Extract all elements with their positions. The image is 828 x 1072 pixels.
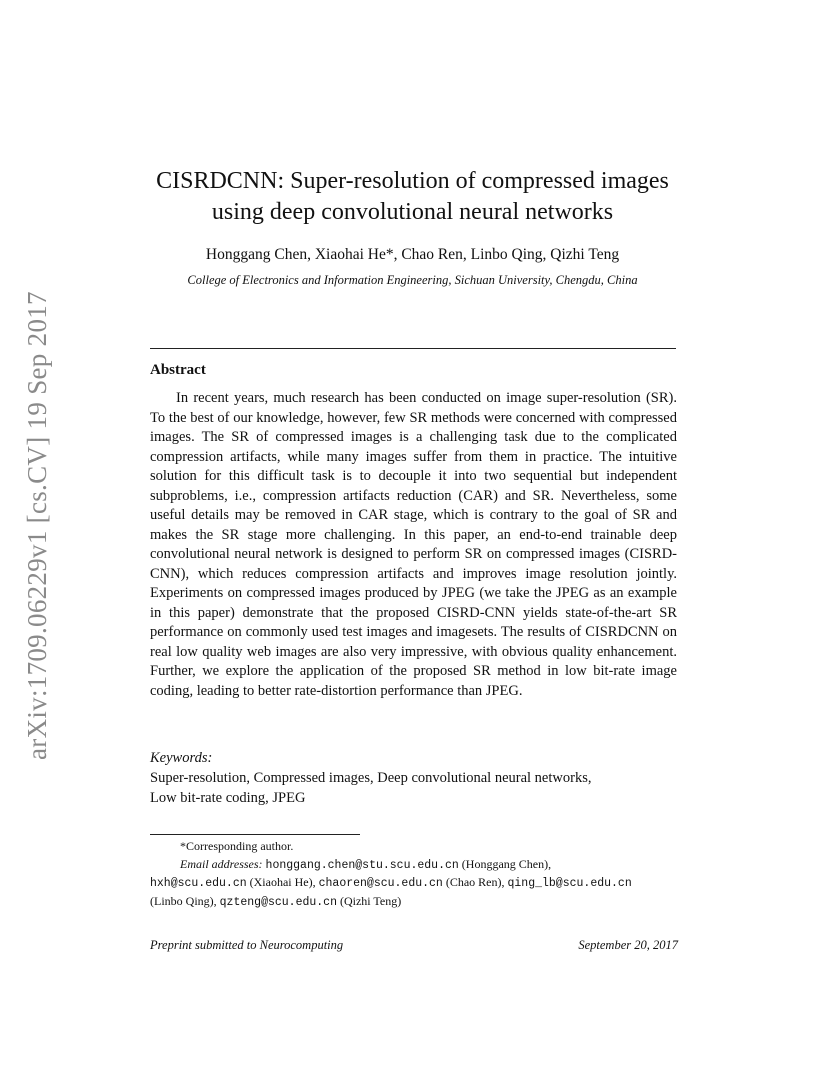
keywords-heading: Keywords: [150,750,213,766]
keywords-line-1: Super-resolution, Compressed images, Deep convolutional neural networks, [150,770,592,786]
email-link[interactable]: qzteng@scu.edu.cn [219,895,337,909]
author-list: Honggang Chen, Xiaohai He*, Chao Ren, Linbo Qing, Qizhi Teng [205,246,620,263]
email-line-3 [150,893,680,912]
email-link[interactable]: chaoren@scu.edu.cn [318,877,443,890]
email-line-1 [150,856,680,875]
keywords-line-2: Low bit-rate coding, JPEG [150,789,306,806]
preprint-note: Preprint submitted to Neurocomputing [150,938,344,952]
email-owner: (Chao Ren), [445,875,505,889]
affiliation: College of Electronics and Information Engineering, Sichuan University, Chengdu, China [187,273,638,287]
email-owner: (Xiaohai He), [249,875,316,889]
email-line-2 [150,874,680,893]
arxiv-identifier-stamp: arXiv:1709.06229v1 [cs.CV] 19 Sep 2017 [22,291,52,760]
abstract-top-rule [150,348,676,349]
abstract-body: In recent years, much research has been conducted on image super-resolution (SR). To the best of our knowledge, however, few SR methods were concerned with compressed images. The SR of compressed images is a challenging task due to the complicated compression artifacts, while many images suffer from them in practice. The intuitive solution for this difficult task is to decouple it into two sequential but independent subproblems, i.e., compression artifacts reduction (CAR) and SR. Nevertheless, some useful details may be removed in CAR stage, which is contrary to the goal of SR and makes the SR stage more challenging. In this paper, an end-to-end trainable deep convolutional neural network is designed to perform SR on compressed images (CISRD-CNN), which reduces compression artifacts and improves image resolution jointly. Experiments on compressed images produced by JPEG (we take the JPEG as an example in this paper) demonstrate that the proposed CISRD-CNN yields state-of-the-art SR performance on commonly used test images and imagesets. The results of CISRDCNN on real low quality web images are also very impressive, with obvious quality enhancement. Further, we explore the application of the proposed SR method in low bit-rate image coding, leading to better rate-distortion performance than JPEG. [150,390,677,699]
paper-title [140,166,685,228]
email-label: Email addresses: [180,856,263,871]
footnote [150,838,680,911]
keywords-list [150,769,677,808]
email-owner: (Linbo Qing), [150,893,217,908]
title-line-2: using deep convolutional neural networks [211,199,614,225]
email-owner: (Honggang Chen), [461,856,552,871]
corresponding-author-note: *Corresponding author. [180,839,294,853]
email-link[interactable]: hxh@scu.edu.cn [150,877,247,890]
footnote-rule [150,834,360,835]
abstract-heading: Abstract [150,362,206,378]
title-line-1: CISRDCNN: Super-resolution of compressed images [156,168,669,194]
email-owner: (Qizhi Teng) [339,893,402,908]
email-link[interactable]: honggang.chen@stu.scu.edu.cn [265,858,459,872]
preprint-date: September 20, 2017 [578,938,678,952]
email-link[interactable]: qing_lb@scu.edu.cn [507,877,632,890]
